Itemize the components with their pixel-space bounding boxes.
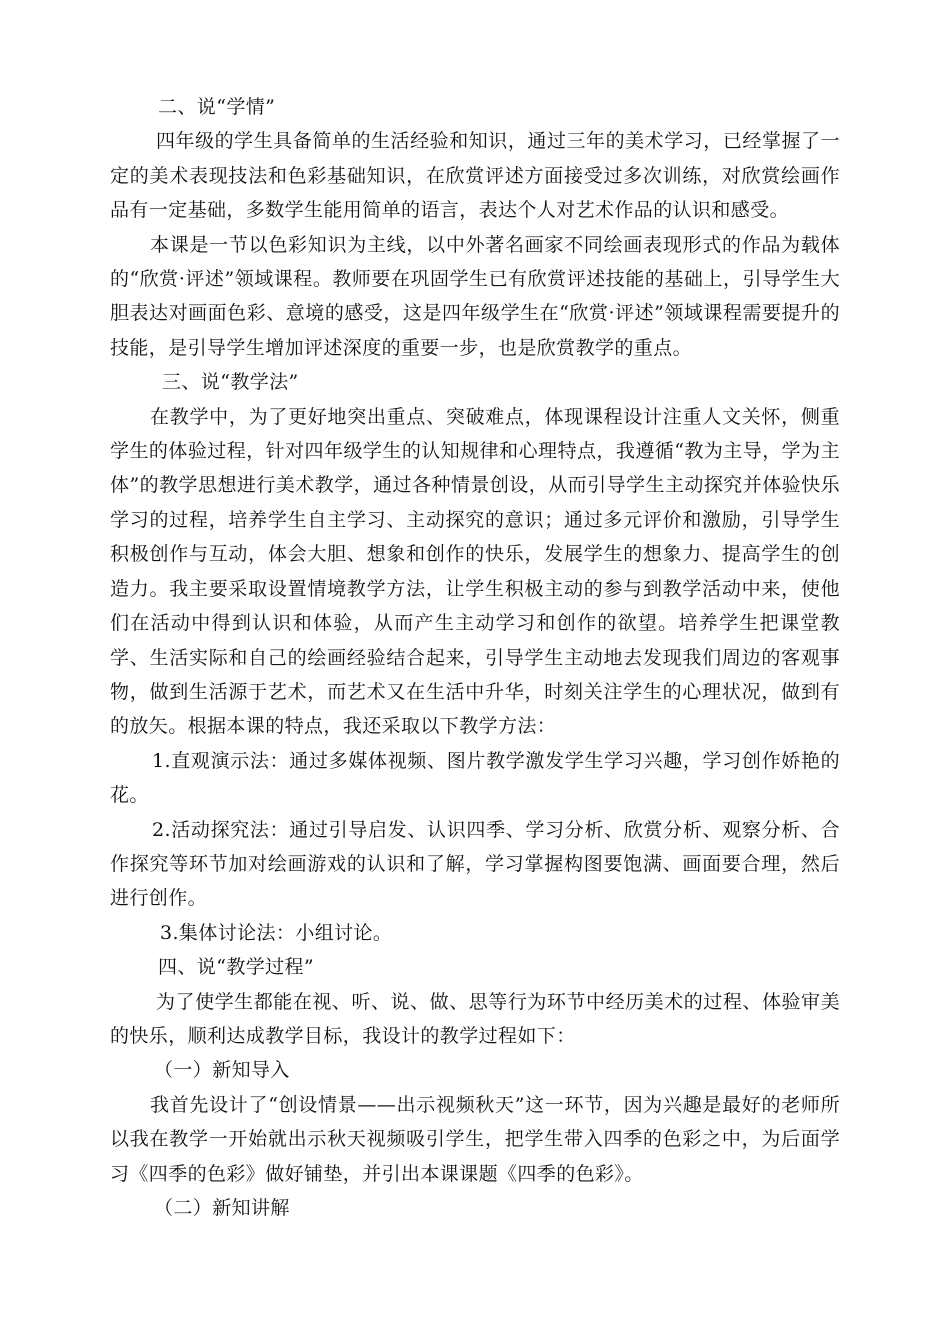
paragraph-student-background: 四年级的学生具备简单的生活经验和知识，通过三年的美术学习，已经掌握了一定的美术表现技法和色彩基础知识，在欣赏评述方面接受过多次训练，对欣赏绘画作品有一定基础，多数学生能用简单的语言，表达个人对艺术作品的认识和感受。 <box>110 130 840 222</box>
list-item-activity-inquiry-method: 2.活动探究法：通过引导启发、认识四季、学习分析、欣赏分析、观察分析、合作探究等环节加对绘画游戏的认识和了解，学习掌握构图要饱满、画面要合理，然后进行创作。 <box>110 818 840 910</box>
paragraph-video-introduction: 我首先设计了“创设情景——出示视频秋天”这一环节，因为兴趣是最好的老师所以我在教学一开始就出示秋天视频吸引学生，把学生带入四季的色彩之中，为后面学习《四季的色彩》做好铺垫，并引出本课课题《四季的色彩》。 <box>110 1093 840 1185</box>
list-item-group-discussion-method: 3.集体讨论法：小组讨论。 <box>160 921 393 944</box>
section-heading-teaching-process: 四、说“教学过程” <box>158 956 315 979</box>
list-item-demonstration-method: 1.直观演示法：通过多媒体视频、图片教学激发学生学习兴趣，学习创作娇艳的花。 <box>110 749 840 807</box>
paragraph-process-intro: 为了使学生都能在视、听、说、做、思等行为环节中经历美术的过程、体验审美的快乐，顺利达成教学目标，我设计的教学过程如下： <box>110 990 840 1047</box>
subheading-new-knowledge-intro: （一）新知导入 <box>154 1059 290 1082</box>
document-body <box>110 90 840 1225</box>
subheading-new-knowledge-explanation: （二）新知讲解 <box>154 1197 290 1219</box>
paragraph-teaching-approach: 在教学中，为了更好地突出重点、突破难点，体现课程设计注重人文关怀，侧重学生的体验过程，针对四年级学生的认知规律和心理特点，我遵循“教为主导，学为主体”的教学思想进行美术教学，通过各种情景创设，从而引导学生主动探究并体验快乐学习的过程，培养学生自主学习、主动探究的意识；通过多元评价和激励，引导学生积极创作与互动，体会大胆、想象和创作的快乐，发展学生的想象力、提高学生的创造力。我主要采取设置情境教学方法，让学生积极主动的参与到教学活动中来，使他们在活动中得到认识和体验，从而产生主动学习和创作的欲望。培养学生把课堂教学、生活实际和自己的绘画经验结合起来，引导学生主动地去发现我们周边的客观事物，做到生活源于艺术，而艺术又在生活中升华，时刻关注学生的心理状况，做到有的放矢。根据本课的特点，我还采取以下教学方法： <box>110 405 840 738</box>
section-heading-teaching-methods: 三、说“教学法” <box>162 371 299 394</box>
section-heading-learning-situation: 二、说“学情” <box>158 96 276 118</box>
paragraph-lesson-focus: 本课是一节以色彩知识为主线，以中外著名画家不同绘画表现形式的作品为载体的“欣赏·评述”领域课程。教师要在巩固学生已有欣赏评述技能的基础上，引导学生大胆表达对画面色彩、意境的感受，这是四年级学生在“欣赏·评述”领域课程需要提升的技能，是引导学生增加评述深度的重要一步，也是欣赏教学的重点。 <box>110 233 840 359</box>
